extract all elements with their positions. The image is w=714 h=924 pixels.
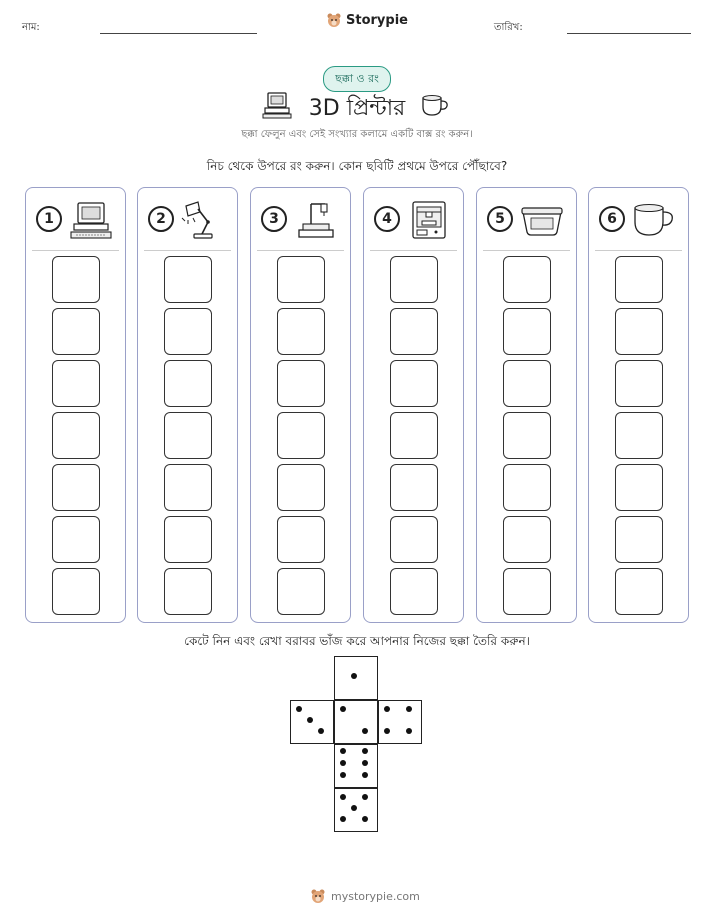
dice-pip — [340, 772, 346, 778]
color-box[interactable] — [390, 256, 438, 303]
dice-pip — [351, 673, 357, 679]
food-container-icon — [519, 200, 565, 240]
color-box[interactable] — [615, 568, 663, 615]
dice-pip — [384, 728, 390, 734]
category-badge: ছক্কা ও রং — [323, 66, 391, 92]
color-box[interactable] — [164, 516, 212, 563]
color-box[interactable] — [277, 360, 325, 407]
dice-pip — [340, 816, 346, 822]
column-divider — [483, 250, 570, 251]
color-box[interactable] — [277, 568, 325, 615]
color-box[interactable] — [164, 256, 212, 303]
color-box[interactable] — [277, 412, 325, 459]
color-box[interactable] — [615, 464, 663, 511]
color-box[interactable] — [52, 568, 100, 615]
dice-pip — [351, 805, 357, 811]
color-box[interactable] — [277, 464, 325, 511]
column-1 — [25, 187, 126, 623]
name-line — [100, 33, 257, 34]
bear-icon — [310, 888, 326, 904]
dice-pip — [406, 728, 412, 734]
color-box[interactable] — [52, 360, 100, 407]
color-box[interactable] — [390, 516, 438, 563]
color-box[interactable] — [503, 464, 551, 511]
color-box[interactable] — [390, 464, 438, 511]
dice-pip — [362, 760, 368, 766]
dice-pip — [340, 760, 346, 766]
column-number: 3 — [261, 206, 287, 232]
bear-icon — [326, 12, 342, 28]
color-box[interactable] — [277, 516, 325, 563]
dice-pip — [307, 717, 313, 723]
dice-pip — [362, 728, 368, 734]
dice-pip — [362, 748, 368, 754]
column-number: 1 — [36, 206, 62, 232]
column-3 — [250, 187, 351, 623]
date-label: তারিখ: — [494, 22, 523, 33]
color-box[interactable] — [52, 464, 100, 511]
dice-pip — [362, 816, 368, 822]
color-box[interactable] — [277, 308, 325, 355]
color-box[interactable] — [52, 256, 100, 303]
color-box[interactable] — [503, 308, 551, 355]
dice-pip — [318, 728, 324, 734]
color-box[interactable] — [615, 516, 663, 563]
color-box[interactable] — [52, 308, 100, 355]
color-box[interactable] — [615, 308, 663, 355]
column-4 — [363, 187, 464, 623]
column-divider — [32, 250, 119, 251]
dice-pip — [340, 706, 346, 712]
dice-face — [290, 700, 334, 744]
computer-icon — [68, 200, 114, 240]
footer-url: mystorypie.com — [331, 889, 420, 903]
cut-instruction: কেটে নিন এবং রেখা বরাবর ভাঁজ করে আপনার নিজের ছক্কা তৈরি করুন। — [184, 634, 530, 648]
column-divider — [257, 250, 344, 251]
color-box[interactable] — [615, 360, 663, 407]
dice-pip — [340, 794, 346, 800]
color-box[interactable] — [615, 412, 663, 459]
column-divider — [370, 250, 457, 251]
color-box[interactable] — [390, 568, 438, 615]
brand-name: Storypie — [346, 12, 408, 28]
dice-pip — [340, 748, 346, 754]
color-box[interactable] — [390, 412, 438, 459]
color-box[interactable] — [503, 360, 551, 407]
column-2 — [137, 187, 238, 623]
color-box[interactable] — [164, 360, 212, 407]
column-divider — [144, 250, 231, 251]
desk-lamp-icon — [180, 200, 226, 240]
dice-pip — [384, 706, 390, 712]
color-box[interactable] — [164, 412, 212, 459]
footer — [310, 888, 420, 904]
color-box[interactable] — [503, 568, 551, 615]
color-box[interactable] — [277, 256, 325, 303]
color-box[interactable] — [503, 412, 551, 459]
color-box[interactable] — [164, 308, 212, 355]
color-box[interactable] — [390, 360, 438, 407]
tea-cup-icon — [631, 200, 677, 240]
color-box[interactable] — [164, 464, 212, 511]
color-box[interactable] — [52, 516, 100, 563]
color-box[interactable] — [503, 256, 551, 303]
page-title: 3D প্রিন্টার — [308, 96, 406, 121]
3d-printer-icon — [293, 200, 339, 240]
dice-pip — [406, 706, 412, 712]
column-number: 6 — [599, 206, 625, 232]
column-5 — [476, 187, 577, 623]
dice-face — [334, 656, 378, 700]
dice-face — [378, 700, 422, 744]
color-box[interactable] — [390, 308, 438, 355]
3d-printer-machine-icon — [406, 200, 452, 240]
tea-cup-icon — [420, 94, 450, 118]
dice-pip — [296, 706, 302, 712]
dice-pip — [362, 794, 368, 800]
dice-face — [334, 788, 378, 832]
column-6 — [588, 187, 689, 623]
dice-face — [334, 744, 378, 788]
instruction-text: নিচ থেকে উপরে রং করুন। কোন ছবিটি প্রথমে উপরে পৌঁছাবে? — [206, 159, 508, 173]
color-box[interactable] — [503, 516, 551, 563]
color-box[interactable] — [52, 412, 100, 459]
dice-face — [334, 700, 378, 744]
column-number: 4 — [374, 206, 400, 232]
color-box[interactable] — [164, 568, 212, 615]
color-box[interactable] — [615, 256, 663, 303]
date-line — [567, 33, 691, 34]
brand-logo — [326, 12, 408, 28]
dice-pip — [362, 772, 368, 778]
name-label: নাম: — [22, 22, 40, 33]
subtitle: ছক্কা ফেলুন এবং সেই সংখ্যার কলামে একটি বাক্স রং করুন। — [241, 129, 473, 140]
column-number: 2 — [148, 206, 174, 232]
column-divider — [595, 250, 682, 251]
column-number: 5 — [487, 206, 513, 232]
